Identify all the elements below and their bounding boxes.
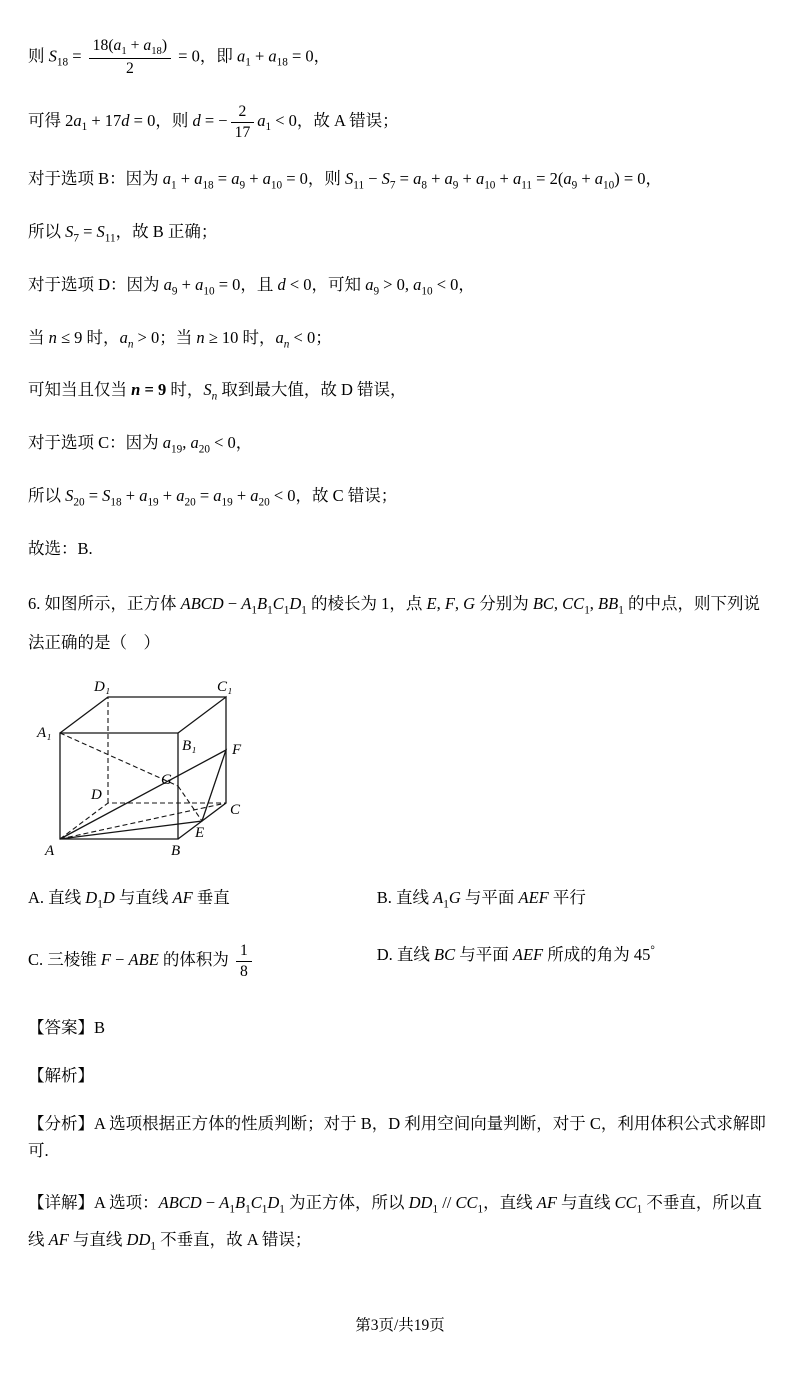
vertex-label-b1: B₁	[182, 737, 197, 754]
option-a: A. 直线 $D_1D$ 与直线 AF 垂直	[28, 887, 230, 910]
analysis-header: 【解析】	[28, 1065, 94, 1085]
solution-line-10: 故选：B.	[28, 538, 93, 558]
solution-line-7: 可知当且仅当 n = 9 时，$S_n$ 取到最大值，故 D 错误，	[28, 380, 407, 403]
vertex-label-a: A	[45, 842, 55, 859]
vertex-label-d1: D₁	[94, 678, 111, 695]
page-footer	[0, 1313, 800, 1335]
vertex-label-c: C	[230, 801, 241, 818]
solution-line-2: 可得 $2a_1 + 17d = 0$，则 d = − $\frac{2}{17}$ $a_1 < 0$，故 A 错误；	[28, 103, 399, 141]
vertex-label-b: B	[171, 842, 181, 859]
cube-diagram	[30, 671, 282, 867]
vertex-label-c1: C₁	[217, 678, 233, 695]
cube-hidden-edges	[60, 697, 226, 839]
solution-line-8: 对于选项 C：因为 $a_{19}$, $a_{20} < 0$，	[28, 433, 253, 456]
detail-line: 【详解】A 选项：ABCD − $A_1B_1C_1D_1$ 为正方体，所以 $DD_1 // CC_1$，直线 AF 与直线 $CC_1$ 不垂直，所以直线 AF 与直线 $DD_1$ 不垂直，故 A 错误；	[28, 1193, 762, 1253]
construction-line-ge	[178, 786, 202, 821]
solution-line-5: 对于选项 D：因为 $a_9 + a_{10} = 0$，且 d < 0，可知 $a_9 > 0$, $a_{10} < 0$，	[28, 274, 475, 298]
solution-line-6: 当 n ≤ 9 时，$a_n > 0$；当 n ≥ 10 时，$a_n < 0$；	[28, 327, 332, 350]
vertex-label-g: G	[161, 771, 172, 788]
answer-block	[28, 1014, 770, 1259]
question6-options	[28, 884, 770, 982]
main-content	[28, 36, 770, 1258]
answer-line: 【答案】B	[28, 1017, 106, 1037]
cube-right-face-edges	[178, 697, 226, 839]
cube-figure	[30, 671, 770, 872]
vertex-label-d: D	[91, 786, 102, 803]
option-d: D. 直线 BC 与平面 AEF 所成的角为 45°	[376, 944, 655, 965]
analysis-line: 【分析】A 选项根据正方体的性质判断；对于 B，D 利用空间向量判断，对于 C，利用体积公式求解即可.	[28, 1114, 766, 1161]
option-b: B. 直线 $A_1G$ 与平面 AEF 平行	[376, 887, 586, 910]
solution-line-9: 所以 $S_{20} = S_{18} + a_{19} + a_{20} = a_{19} + a_{20} < 0$，故 C 错误；	[28, 485, 398, 509]
solution-line-1: 则 $S_{18}$ = $\frac{18(a_1 + a_{18})}{2}$ = 0，即 $a_1 + a_{18} = 0$，	[28, 37, 331, 78]
vertex-label-e: E	[195, 824, 205, 841]
vertex-label-a1: A₁	[37, 724, 52, 741]
option-c: C. 三棱锥 F − ABE 的体积为 $\frac{1}{8}$	[28, 941, 377, 981]
solution-line-3: 对于选项 B：因为 $a_1 + a_{18} = a_9 + a_{10} = 0$，则 $S_{11} - S_7 = a_8 + a_9 + a_{10} + a_{11} = 2(a_9 + a_{10}) = 0$，	[28, 169, 663, 192]
vertex-label-f: F	[232, 741, 242, 758]
page-number: 第3页/共19页	[355, 1317, 445, 1335]
solution-line-4: 所以 $S_7 = S_{11}$，故 B 正确；	[28, 221, 218, 245]
question6-stem: 6. 如图所示，正方体 ABCD − $A_1B_1C_1D_1$ 的棱长为 1，点 E, F, G 分别为 BC, $CC_1$, $BB_1$ 的中点，则下列说法正确的是（ ）	[28, 593, 760, 652]
